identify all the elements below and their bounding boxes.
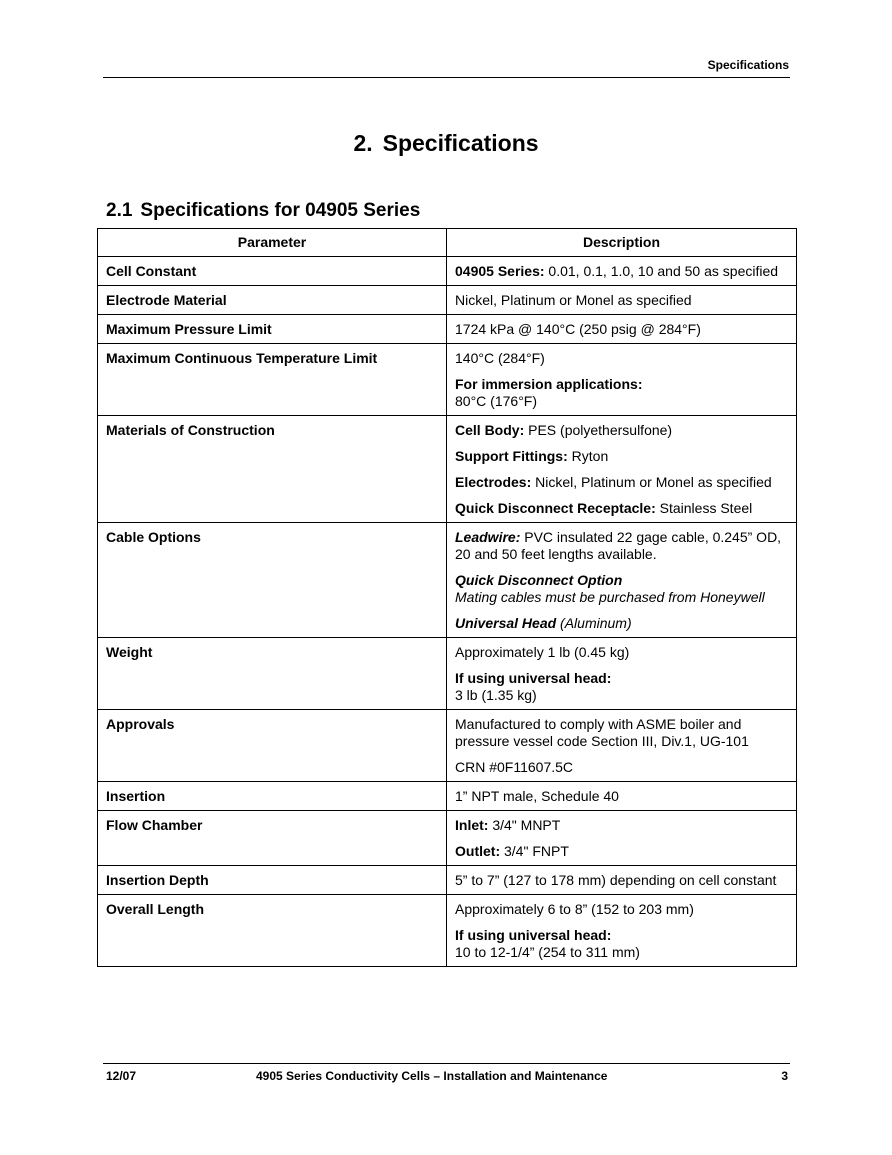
chapter-title-text: Specifications [382,130,539,156]
table-row [98,523,797,638]
footer-date: 12/07 [106,1069,137,1083]
parameter-cell: Cell Constant [98,257,447,286]
description-paragraph [455,263,788,280]
description-text: 1724 kPa @ 140°C (250 psig @ 284°F) [455,321,701,337]
parameter-cell: Weight [98,638,447,710]
chapter-number: 2. [353,130,373,156]
description-paragraph [455,670,788,704]
description-cell [447,523,797,638]
description-label: Mating cables must be purchased from Honeywell [455,589,765,605]
description-label: Support Fittings: [455,448,568,464]
description-text: 0.01, 0.1, 1.0, 10 and 50 as specified [544,263,779,279]
description-paragraph [455,817,788,834]
description-label: Outlet: [455,843,501,859]
description-text: Approximately 1 lb (0.45 kg) [455,644,630,660]
description-cell [447,344,797,416]
description-label: For immersion applications: [455,376,643,392]
description-cell [447,710,797,782]
description-text: 10 to 12-1/4” (254 to 311 mm) [455,944,640,960]
page-number: 3 [781,1069,788,1083]
table-row [98,782,797,811]
table-row [98,895,797,967]
section-number: 2.1 [106,200,133,221]
description-label: Electrodes: [455,474,532,490]
parameter-cell: Approvals [98,710,447,782]
parameter-cell: Insertion Depth [98,866,447,895]
description-text: Stainless Steel [655,500,753,516]
description-paragraph [455,474,788,491]
parameter-cell: Insertion [98,782,447,811]
table-row [98,811,797,866]
description-paragraph [455,716,788,750]
description-cell [447,895,797,967]
description-text: PVC insulated 22 gage cable, 0.245” OD, 20 and 50 feet lengths available. [455,529,782,562]
table-row [98,286,797,315]
description-text: PES (polyethersulfone) [524,422,673,438]
description-paragraph [455,759,788,776]
parameter-cell: Maximum Continuous Temperature Limit [98,344,447,416]
table-row [98,344,797,416]
description-paragraph [455,529,788,563]
description-paragraph [455,872,788,889]
description-label: Cell Body: [455,422,525,438]
description-text: 3/4" FNPT [500,843,569,859]
parameter-cell: Electrode Material [98,286,447,315]
description-paragraph [455,572,788,606]
description-paragraph [455,422,788,439]
description-text: Approximately 6 to 8” (152 to 203 mm) [455,901,694,917]
description-paragraph [455,376,788,410]
table-row [98,315,797,344]
description-text: 1” NPT male, Schedule 40 [455,788,619,804]
description-cell [447,257,797,286]
parameter-cell: Cable Options [98,523,447,638]
description-text: Nickel, Platinum or Monel as specified [455,292,692,308]
chapter-title [0,130,892,157]
description-paragraph [455,843,788,860]
description-paragraph [455,500,788,517]
description-label: Universal Head [455,615,557,631]
table-header-row [98,229,797,257]
description-paragraph [455,901,788,918]
description-cell [447,416,797,523]
description-cell [447,315,797,344]
table-row [98,638,797,710]
description-cell [447,811,797,866]
description-paragraph [455,292,788,309]
description-paragraph [455,448,788,465]
table-row [98,866,797,895]
description-cell [447,286,797,315]
parameter-cell: Flow Chamber [98,811,447,866]
description-paragraph [455,350,788,367]
description-label: Inlet: [455,817,489,833]
column-header-description: Description [447,229,797,257]
table-row [98,416,797,523]
description-text: 5” to 7” (127 to 178 mm) depending on cell constant [455,872,777,888]
parameter-cell: Materials of Construction [98,416,447,523]
footer-rule [103,1063,790,1064]
description-text: Nickel, Platinum or Monel as specified [531,474,772,490]
section-title-text: Specifications for 04905 Series [140,200,421,221]
description-text: 3/4" MNPT [488,817,561,833]
section-title [106,200,420,222]
header-rule [103,77,790,78]
footer-document-title: 4905 Series Conductivity Cells – Installation and Maintenance [256,1069,608,1083]
description-text: 3 lb (1.35 kg) [455,687,537,703]
description-text: 80°C (176°F) [455,393,538,409]
description-paragraph [455,321,788,338]
table-body [98,257,797,967]
description-label: Quick Disconnect Receptacle: [455,500,656,516]
description-label: 04905 Series: [455,263,545,279]
column-header-parameter: Parameter [98,229,447,257]
description-paragraph [455,788,788,805]
description-text: Ryton [567,448,609,464]
parameter-cell: Maximum Pressure Limit [98,315,447,344]
description-text: 140°C (284°F) [455,350,545,366]
description-cell [447,866,797,895]
description-label: If using universal head: [455,927,612,943]
specifications-table [97,228,797,967]
description-cell [447,782,797,811]
table-row [98,257,797,286]
description-label: Leadwire: [455,529,521,545]
description-text: Manufactured to comply with ASME boiler and pressure vessel code Section III, Div.1, UG-101 [455,716,749,749]
page-footer [106,1069,788,1085]
table-row [98,710,797,782]
parameter-cell: Overall Length [98,895,447,967]
description-cell [447,638,797,710]
description-paragraph [455,644,788,661]
description-paragraph [455,927,788,961]
description-paragraph [455,615,788,632]
description-label: If using universal head: [455,670,612,686]
description-label: Quick Disconnect Option [455,572,623,588]
description-text: CRN #0F11607.5C [455,759,574,775]
description-label: (Aluminum) [556,615,632,631]
running-header: Specifications [707,58,789,72]
